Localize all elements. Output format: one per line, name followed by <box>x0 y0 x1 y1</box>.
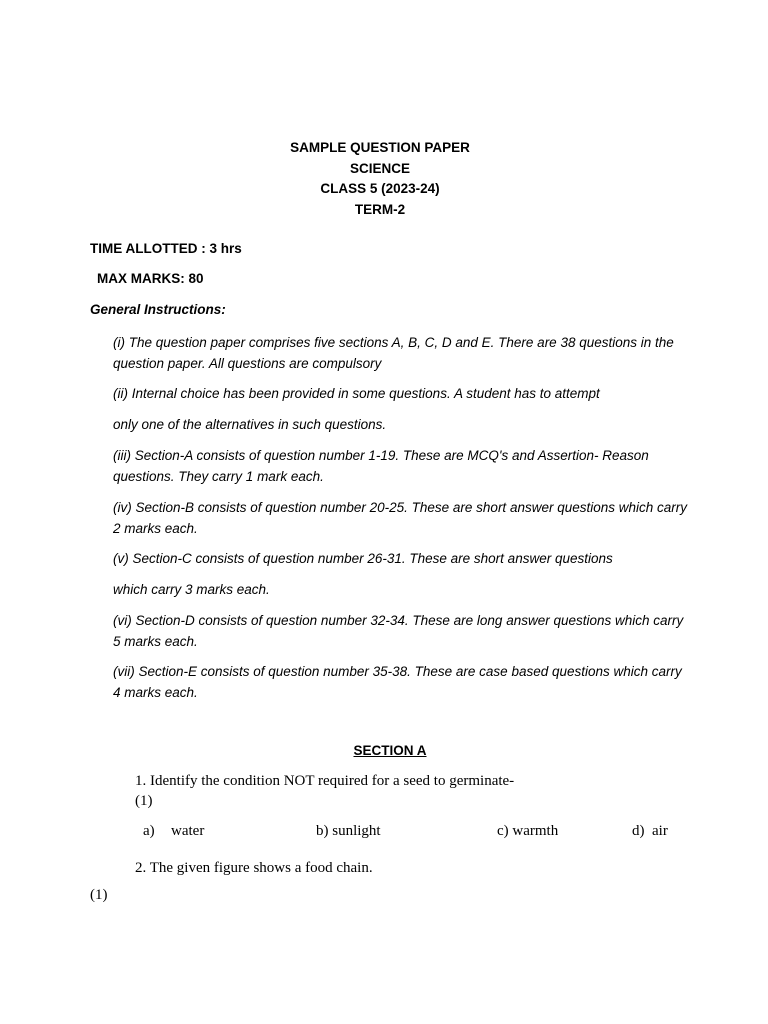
q1-option-d-text: air <box>652 823 668 839</box>
time-allotted: TIME ALLOTTED : 3 hrs <box>90 241 242 256</box>
instruction-item: (ii) Internal choice has been provided in some questions. A student has to attempt <box>113 386 600 401</box>
q1-option-c: c) warmth <box>497 823 559 839</box>
class-title: CLASS 5 (2023-24) <box>320 181 440 196</box>
question-2-text: 2. The given figure shows a food chain. <box>135 860 373 876</box>
question-1-text: 1. Identify the condition NOT required for a seed to germinate- <box>135 773 515 789</box>
question-1-marks: (1) <box>135 793 153 809</box>
instruction-item: (vi) Section-D consists of question number 32-34. These are long answer questions which carry 5 marks each. <box>113 613 684 649</box>
q1-option-d-label: d) <box>632 823 645 839</box>
q1-option-a-text: water <box>171 823 205 839</box>
subject-title: SCIENCE <box>349 160 410 176</box>
instruction-item: (v) Section-C consists of question number 26-31. These are short answer questions <box>113 551 613 566</box>
paper-header <box>0 138 760 220</box>
instruction-item: only one of the alternatives in such questions. <box>113 417 387 432</box>
q1-option-a-label: a) <box>143 823 155 839</box>
instruction-item: (i) The question paper comprises five sections A, B, C, D and E. There are 38 questions in the question paper. All questions are compulsory <box>113 335 674 371</box>
max-marks: MAX MARKS: 80 <box>97 271 204 286</box>
section-a-title: SECTION A <box>353 743 427 758</box>
instruction-item: (iii) Section-A consists of question number 1-19. These are MCQ's and Assertion- Reason questions. They carry 1 mark each. <box>113 448 649 484</box>
q1-option-b: b) sunlight <box>316 823 381 839</box>
instruction-item: which carry 3 marks each. <box>113 582 270 597</box>
term-title: TERM-2 <box>354 201 406 217</box>
instruction-item: (vii) Section-E consists of question number 35-38. These are case based questions which carry 4 marks each. <box>113 664 682 700</box>
paper-title: SAMPLE QUESTION PAPER <box>290 140 470 155</box>
instruction-item: (iv) Section-B consists of question number 20-25. These are short answer questions which carry 2 marks each. <box>113 500 688 536</box>
instructions-heading: General Instructions: <box>90 302 226 317</box>
question-2-marks: (1) <box>90 887 108 903</box>
